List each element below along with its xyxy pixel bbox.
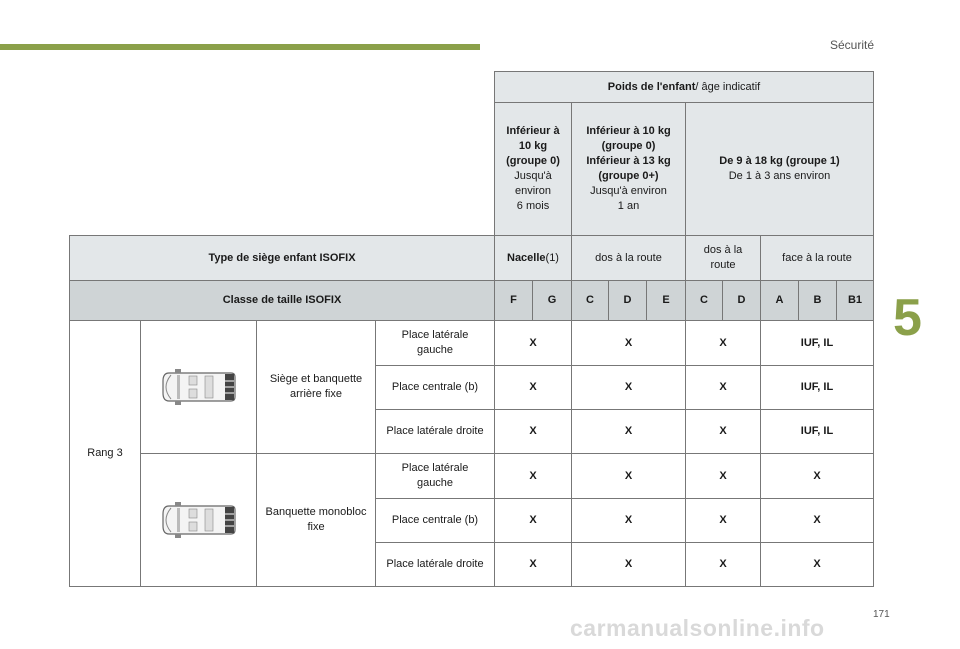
- place-right-2: Place latérale droite: [375, 542, 495, 587]
- value-c2-r1-4: X: [760, 453, 874, 499]
- isofix-type-forward-facing: face à la route: [760, 235, 874, 281]
- group-header-1: Inférieur à 10 kg (groupe 0) Jusqu'à environ 6 mois: [494, 102, 572, 236]
- value-c2-r3-3: X: [685, 542, 761, 587]
- place-left-2: Place latérale gauche: [375, 453, 495, 499]
- group-header-2: Inférieur à 10 kg (groupe 0) Inférieur à 13 kg (groupe 0+) Jusqu'à environ 1 an: [571, 102, 686, 236]
- value-c1-r1-3: X: [685, 320, 761, 366]
- config-monobloc-bench: Banquette monobloc fixe: [256, 453, 376, 587]
- value-c1-r3-2: X: [571, 409, 686, 454]
- value-c2-r1-2: X: [571, 453, 686, 499]
- value-c2-r1-1: X: [494, 453, 572, 499]
- value-c2-r3-1: X: [494, 542, 572, 587]
- place-left-1: Place latérale gauche: [375, 320, 495, 366]
- size-class-label: Classe de taille ISOFIX: [69, 280, 495, 321]
- size-class-b1: B1: [836, 280, 874, 321]
- chapter-number: 5: [893, 289, 922, 347]
- place-center-1: Place centrale (b): [375, 365, 495, 410]
- value-c1-r3-4: IUF, IL: [760, 409, 874, 454]
- value-c2-r2-2: X: [571, 498, 686, 543]
- row-label-rang-3: Rang 3: [69, 320, 141, 587]
- watermark: carmanualsonline.info: [570, 615, 825, 641]
- isofix-type-rear-facing-1: dos à la route: [571, 235, 686, 281]
- value-c2-r2-4: X: [760, 498, 874, 543]
- value-c1-r1-2: X: [571, 320, 686, 366]
- size-class-c2: C: [685, 280, 723, 321]
- size-class-a: A: [760, 280, 799, 321]
- value-c1-r2-3: X: [685, 365, 761, 410]
- section-title: Sécurité: [829, 38, 874, 52]
- value-c2-r3-4: X: [760, 542, 874, 587]
- isofix-type-rear-facing-2: dos à la route: [685, 235, 761, 281]
- vehicle-diagram-1: [140, 320, 257, 454]
- place-center-2: Place centrale (b): [375, 498, 495, 543]
- vehicle-diagram-2: [140, 453, 257, 587]
- isofix-type-label: Type de siège enfant ISOFIX: [69, 235, 495, 281]
- value-c2-r2-3: X: [685, 498, 761, 543]
- value-c2-r2-1: X: [494, 498, 572, 543]
- size-class-d: D: [608, 280, 647, 321]
- size-class-d2: D: [722, 280, 761, 321]
- size-class-g: G: [532, 280, 572, 321]
- value-c1-r3-3: X: [685, 409, 761, 454]
- top-accent-bar: [0, 44, 480, 50]
- van-seat-diagram-icon: [161, 367, 237, 407]
- page-number: 171: [873, 609, 890, 620]
- size-class-b: B: [798, 280, 837, 321]
- place-right-1: Place latérale droite: [375, 409, 495, 454]
- value-c1-r3-1: X: [494, 409, 572, 454]
- size-class-c: C: [571, 280, 609, 321]
- value-c1-r1-4: IUF, IL: [760, 320, 874, 366]
- weight-header: Poids de l'enfant / âge indicatif: [494, 71, 874, 103]
- isofix-type-nacelle: Nacelle (1): [494, 235, 572, 281]
- value-c1-r2-1: X: [494, 365, 572, 410]
- van-seat-diagram-icon: [161, 500, 237, 540]
- value-c1-r1-1: X: [494, 320, 572, 366]
- config-fixed-seat-bench: Siège et banquette arrière fixe: [256, 320, 376, 454]
- value-c2-r1-3: X: [685, 453, 761, 499]
- group-header-3: De 9 à 18 kg (groupe 1) De 1 à 3 ans environ: [685, 102, 874, 236]
- value-c2-r3-2: X: [571, 542, 686, 587]
- value-c1-r2-2: X: [571, 365, 686, 410]
- size-class-f: F: [494, 280, 533, 321]
- value-c1-r2-4: IUF, IL: [760, 365, 874, 410]
- size-class-e: E: [646, 280, 686, 321]
